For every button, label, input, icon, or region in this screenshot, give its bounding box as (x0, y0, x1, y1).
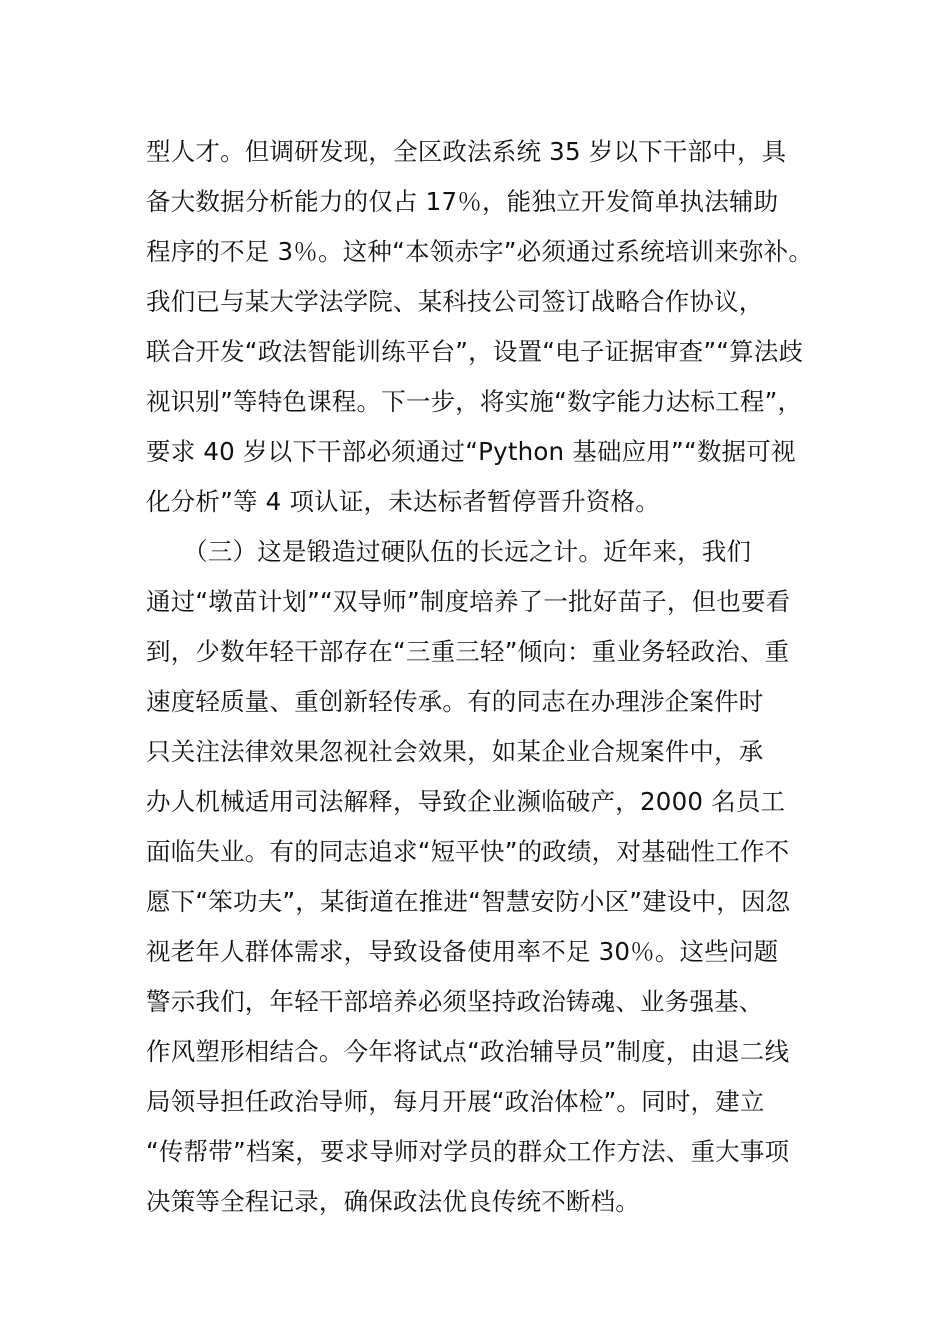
text-line-16: 愿下“笨功夫”，某街道在推进“智慧安防小区”建设中，因忽 (146, 887, 791, 916)
text-line-2: 备大数据分析能力的仅占 17％，能独立开发简单执法辅助 (146, 187, 779, 216)
text-line-14: 办人机械适用司法解释，导致企业濒临破产，2000 名员工 (146, 787, 786, 816)
text-line-8: 化分析”等 4 项认证，未达标者暂停晋升资格。 (146, 487, 660, 516)
text-line-21: “传帮带”档案，要求导师对学员的群众工作方法、重大事项 (146, 1137, 790, 1166)
text-line-3: 程序的不足 3％。这种“本领赤字”必须通过系统培训来弥补。 (146, 237, 814, 266)
text-line-11: 到，少数年轻干部存在“三重三轻”倾向：重业务轻政治、重 (146, 637, 790, 666)
text-line-9: （三）这是锻造过硬队伍的长远之计。近年来，我们 (146, 537, 752, 566)
text-line-12: 速度轻质量、重创新轻传承。有的同志在办理涉企案件时 (146, 687, 764, 716)
text-line-7: 要求 40 岁以下干部必须通过“Python 基础应用”“数据可视 (146, 437, 796, 466)
body-text (146, 127, 846, 1227)
text-line-10: 通过“墩苗计划”“双导师”制度培养了一批好苗子，但也要看 (146, 587, 791, 616)
text-line-5: 联合开发“政法智能训练平台”，设置“电子证据审查”“算法歧 (146, 337, 804, 366)
text-line-19: 作风塑形相结合。今年将试点“政治辅导员”制度，由退二线 (146, 1037, 790, 1066)
text-line-1: 型人才。但调研发现，全区政法系统 35 岁以下干部中，具 (146, 137, 787, 166)
text-line-17: 视老年人群体需求，导致设备使用率不足 30％。这些问题 (146, 937, 779, 966)
text-line-20: 局领导担任政治导师，每月开展“政治体检”。同时，建立 (146, 1087, 765, 1116)
text-line-18: 警示我们，年轻干部培养必须坚持政治铸魂、业务强基、 (146, 987, 764, 1016)
text-line-15: 面临失业。有的同志追求“短平快”的政绩，对基础性工作不 (146, 837, 790, 866)
text-line-4: 我们已与某大学法学院、某科技公司签订战略合作协议， (146, 287, 764, 316)
text-line-13: 只关注法律效果忽视社会效果，如某企业合规案件中，承 (146, 737, 764, 766)
text-line-6: 视识别”等特色课程。下一步，将实施“数字能力达标工程”， (146, 387, 803, 416)
text-line-22: 决策等全程记录，确保政法优良传统不断档。 (146, 1187, 640, 1216)
